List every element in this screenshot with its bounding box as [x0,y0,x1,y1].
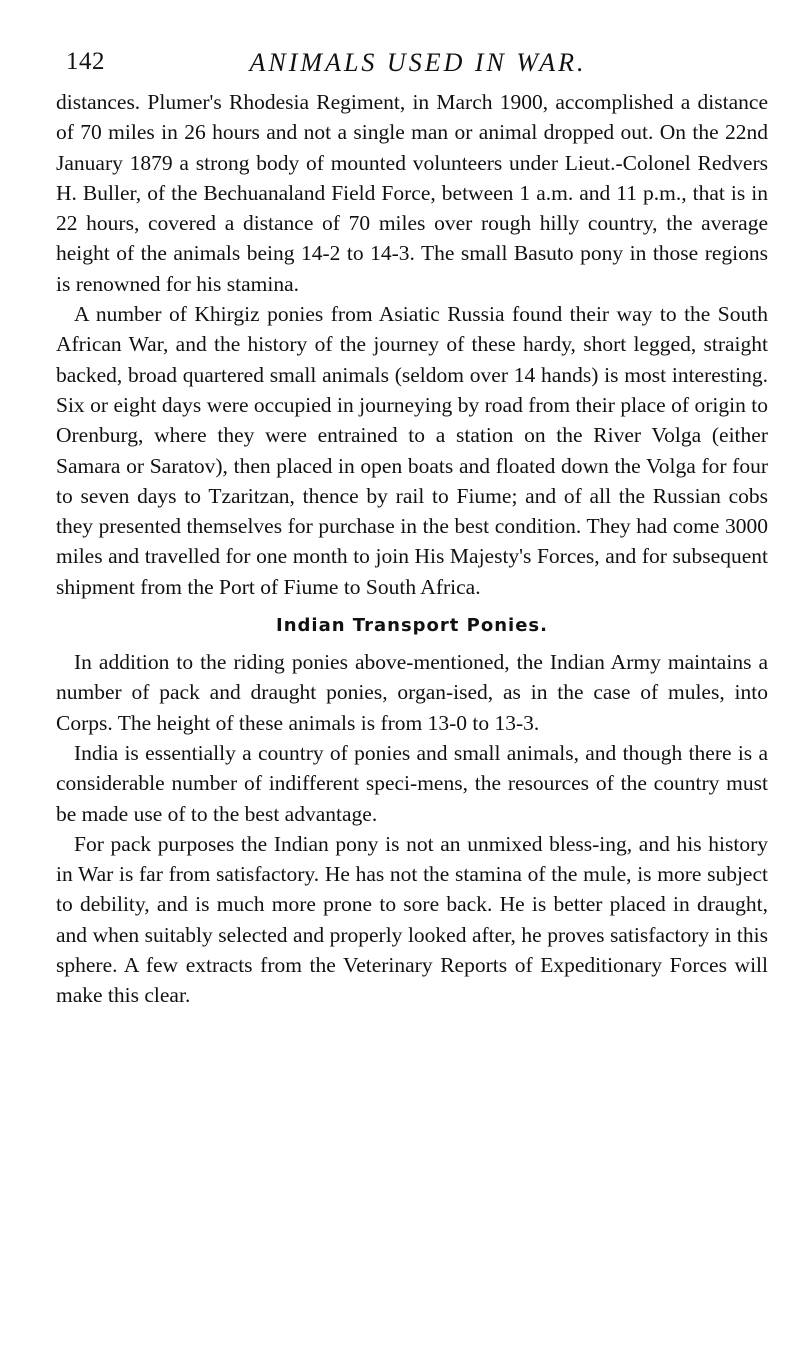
paragraph: In addition to the riding ponies above-mentioned, the Indian Army maintains a number of pack and draught ponies, organ-ised, as in the case of mules, into Corps. The height of these animals is from 13-0 to 13-3. [56,650,768,735]
paragraph: distances. Plumer's Rhodesia Regiment, in March 1900, accomplished a distance of 70 miles in 26 hours and not a single man or animal dropped out. On the 22nd January 1879 a strong body of mounted volunteers under Lieut.-Colonel Redvers H. Buller, of the Bechuanaland Field Force, between 1 a.m. and 11 p.m., that is in 22 hours, covered a distance of 70 miles over rough hilly country, the average height of the animals being 14-2 to 14-3. The small Basuto pony in those regions is renowned for his stamina. [56,90,768,296]
page-number: 142 [66,48,105,75]
paragraph: India is essentially a country of ponies and small animals, and though there is a considerable number of indifferent speci-mens, the resources of the country must be made use of to the best advantage. [56,740,768,826]
section-heading: Indian Transport Ponies. [276,615,548,637]
running-title: ANIMALS USED IN WAR. [249,48,587,77]
paragraph: A number of Khirgiz ponies from Asiatic Russia found their way to the South African War, and the history of the journey of these hardy, short legged, straight backed, broad quartered small animals (seldom over 14 hands) is most interesting. Six or eight days were occupied in journeying by road from their place of origin to Orenburg, where they were entrained to a station on the River Volga (either Samara or Saratov), then placed in open boats and floated down the Volga for four to seven days to Tzaritzan, thence by rail to Fiume; and of all the Russian cobs they presented themselves for purchase in the best condition. They had come 3000 miles and travelled for one month to join His Majesty's Forces, and for subsequent shipment from the Port of Fiume to South Africa. [56,302,768,599]
body-text [56,87,768,1011]
running-head [66,48,770,88]
paragraph: For pack purposes the Indian pony is not an unmixed bless-ing, and his history in War is far from satisfactory. He has not the stamina of the mule, is more subject to debility, and is much more prone to sore back. He is better placed in draught, and when suitably selected and properly looked after, he proves satisfactory in this sphere. A few extracts from the Veterinary Reports of Expeditionary Forces will make this clear. [56,831,768,1008]
